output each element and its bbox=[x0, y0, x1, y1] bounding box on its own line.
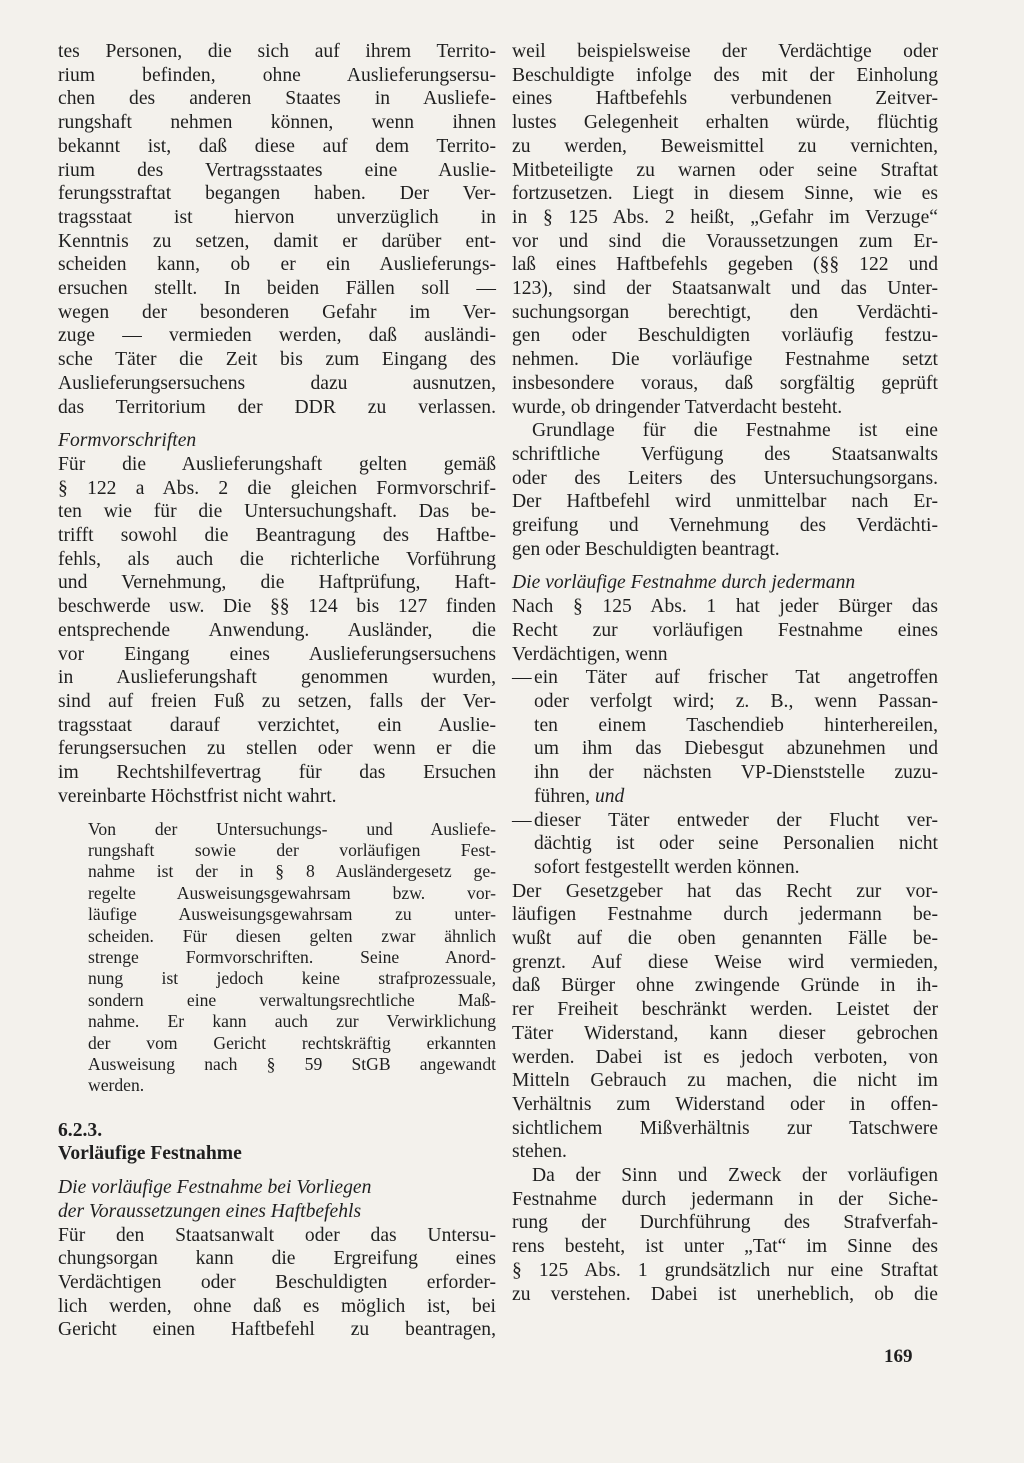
text-line: läufigen Festnahme durch jedermann be- bbox=[512, 904, 938, 926]
text-line: nahme ist der in § 8 Ausländergesetz ge- bbox=[88, 861, 496, 882]
left-para-4 bbox=[58, 1224, 496, 1343]
text-line: ten einem Taschendieb hinterhereilen, bbox=[534, 714, 938, 736]
text-line: läufige Ausweisungsgewahrsam zu unter- bbox=[88, 904, 496, 925]
list-item-2 bbox=[512, 809, 938, 880]
text-line: ihn der nächsten VP-Dienststelle zuzu- bbox=[534, 762, 938, 784]
text-line: sondern eine verwaltungsrechtliche Maß- bbox=[88, 989, 496, 1010]
text-line: lustes Gelegenheit erhalten würde, flüchtig bbox=[512, 112, 938, 134]
text-line: Für die Auslieferungshaft gelten gemäß bbox=[58, 453, 496, 475]
text-line: ein Täter auf frischer Tat angetroffen bbox=[534, 667, 938, 689]
text-line: um ihm das Diebesgut abzunehmen und bbox=[534, 738, 938, 760]
text-line: Beschuldigte infolge des mit der Einholung bbox=[512, 64, 938, 86]
text-line: Verdächtigen, wenn bbox=[512, 643, 668, 665]
left-para-1 bbox=[58, 40, 496, 419]
text-line: rium des Vertragsstaates eine Auslie- bbox=[58, 159, 496, 181]
text-line: zuge — vermieden werden, daß ausländi- bbox=[58, 325, 496, 347]
text-line: ferungsersuchen zu stellen oder wenn er die bbox=[58, 738, 496, 760]
text-line: gen oder Beschuldigten vorläufig festzu- bbox=[512, 325, 938, 347]
text-line: ersuchen stellt. In beiden Fällen soll — bbox=[58, 278, 496, 300]
text-line: sofort festgestellt werden können. bbox=[534, 856, 800, 878]
text-line: oder des Leiters des Untersuchungsorgans. bbox=[512, 467, 938, 489]
text-line: sichtlichem Mißverhältnis zur Tatschwere bbox=[512, 1117, 938, 1139]
text-line: suchungsorgan berechtigt, den Verdächti- bbox=[512, 301, 938, 323]
text-line: stehen. bbox=[512, 1141, 567, 1163]
left-column bbox=[58, 40, 496, 1342]
text-line: im Rechtshilfevertrag für das Ersuchen bbox=[58, 762, 496, 784]
text-line: Für den Staatsanwalt oder das Untersu- bbox=[58, 1224, 496, 1246]
text-line: wußt auf die oben genannten Fälle be- bbox=[512, 928, 938, 950]
text-line: § 122 a Abs. 2 die gleichen Formvorschrif- bbox=[58, 477, 496, 499]
text-line: laß eines Haftbefehls gegeben (§§ 122 und bbox=[512, 254, 938, 276]
text-line: der vom Gericht rechtskräftig erkannten bbox=[88, 1032, 496, 1053]
text-line: vor und sind die Voraussetzungen zum Er- bbox=[512, 230, 938, 252]
text-line: scheiden. Für diesen gelten zwar ähnlich bbox=[88, 925, 496, 946]
text-line: weil beispielsweise der Verdächtige oder bbox=[512, 41, 938, 62]
text-line: fortzusetzen. Liegt in diesem Sinne, wie es bbox=[512, 183, 938, 205]
heading-voraussetzungen bbox=[58, 1176, 496, 1223]
text-line: trifft sowohl die Beantragung des Haftbe- bbox=[58, 525, 496, 547]
text-line: gen oder Beschuldigten beantragt. bbox=[512, 538, 780, 560]
text-line: in Auslieferungshaft genommen wurden, bbox=[58, 667, 496, 689]
text-line: rungshaft sowie der vorläufigen Fest- bbox=[88, 839, 496, 860]
text-line: Kenntnis zu setzen, damit er darüber ent- bbox=[58, 230, 496, 252]
heading-formvorschriften: Formvorschriften bbox=[58, 430, 197, 452]
text-line: zu werden, Beweismittel zu vernichten, bbox=[512, 135, 938, 157]
text-line: Auslieferungsersuchens dazu ausnutzen, bbox=[58, 372, 496, 394]
text-line: in § 125 Abs. 2 heißt, „Gefahr im Verzuge“ bbox=[512, 206, 938, 228]
text-line: entsprechende Anwendung. Ausländer, die bbox=[58, 619, 496, 641]
text-line: führen, und bbox=[534, 785, 625, 807]
text-line: Die vorläufige Festnahme bei Vorliegen bbox=[58, 1177, 372, 1199]
text-line: Täter Widerstand, kann dieser gebrochen bbox=[512, 1022, 938, 1044]
dash-marker: — bbox=[512, 667, 532, 689]
text-line: ferungsstraftat begangen haben. Der Ver- bbox=[58, 183, 496, 205]
text-line: tes Personen, die sich auf ihrem Territo- bbox=[58, 41, 496, 62]
text-line: das Territorium der DDR zu verlassen. bbox=[58, 396, 496, 418]
text-line: Der Haftbefehl wird unmittelbar nach Er- bbox=[512, 491, 938, 513]
text-line: dieser Täter entweder der Flucht ver- bbox=[534, 809, 938, 831]
text-line: ten wie für die Untersuchungshaft. Das be- bbox=[58, 501, 496, 523]
left-para-2 bbox=[58, 453, 496, 809]
list-item-1 bbox=[512, 666, 938, 808]
text-line: bekannt ist, daß diese auf dem Territo- bbox=[58, 135, 496, 157]
text-line: nahme. Er kann auch zur Verwirklichung bbox=[88, 1011, 496, 1032]
text-line: werden. bbox=[88, 1075, 145, 1096]
text-line: Mitteln Gebrauch zu machen, die nicht im bbox=[512, 1070, 938, 1092]
right-para-3 bbox=[512, 595, 938, 666]
text-line: insbesondere voraus, daß sorgfältig geprüft bbox=[512, 372, 938, 394]
section-title: Vorläufige Festnahme bbox=[58, 1143, 242, 1165]
text-line: scheiden kann, ob er ein Auslieferungs- bbox=[58, 254, 496, 276]
text-line: daß Bürger ohne zwingende Gründe in ih- bbox=[512, 975, 938, 997]
text-line: rungshaft nehmen können, wenn ihnen bbox=[58, 112, 496, 134]
text-line: grenzt. Auf diese Weise wird vermieden, bbox=[512, 951, 938, 973]
text-line: lich werden, ohne daß es möglich ist, bei bbox=[58, 1295, 496, 1317]
text-line: oder verfolgt wird; z. B., wenn Passan- bbox=[534, 690, 938, 712]
right-para-4 bbox=[512, 880, 938, 1164]
text-line: tragsstaat ist hiervon unverzüglich in bbox=[58, 206, 496, 228]
text-line: vor Eingang eines Auslieferungsersuchens bbox=[58, 643, 496, 665]
text-line: eines Haftbefehls verbundenen Zeitver- bbox=[512, 88, 938, 110]
right-para-2 bbox=[512, 419, 938, 561]
text-line: 123), sind der Staatsanwalt und das Unter- bbox=[512, 278, 938, 300]
text-line: wegen der besonderen Gefahr im Ver- bbox=[58, 301, 496, 323]
right-para-1 bbox=[512, 40, 938, 419]
text-line: rium befinden, ohne Auslieferungsersu- bbox=[58, 64, 496, 86]
text-line: dächtig ist oder seine Personalien nicht bbox=[534, 833, 938, 855]
page-number: 169 bbox=[884, 1346, 913, 1367]
text-line: tragsstaat darauf verzichtet, ein Auslie- bbox=[58, 714, 496, 736]
text-line: schriftliche Verfügung des Staatsanwalts bbox=[512, 443, 938, 465]
dash-marker: — bbox=[512, 809, 532, 831]
text-line: Nach § 125 Abs. 1 hat jeder Bürger das bbox=[512, 596, 938, 618]
text-line: Von der Untersuchungs- und Ausliefe- bbox=[88, 818, 496, 839]
text-line: sche Täter die Zeit bis zum Eingang des bbox=[58, 349, 496, 371]
section-number: 6.2.3. bbox=[58, 1119, 103, 1141]
text-line: Verhältnis zum Widerstand oder in offen- bbox=[512, 1093, 938, 1115]
right-column bbox=[512, 40, 938, 1306]
text-line: und Vernehmung, die Haftprüfung, Haft- bbox=[58, 572, 496, 594]
text-line: zu verstehen. Dabei ist unerheblich, ob die bbox=[512, 1283, 938, 1305]
emphasis: und bbox=[590, 785, 625, 807]
text-line: Da der Sinn und Zweck der vorläufigen bbox=[532, 1165, 938, 1187]
text-line: regelte Ausweisungsgewahrsam bzw. vor- bbox=[88, 882, 496, 903]
text-line: fehls, als auch die richterliche Vorführung bbox=[58, 548, 496, 570]
text-line: Mitbeteiligte zu warnen oder seine Straftat bbox=[512, 159, 938, 181]
text-line: Verdächtigen oder Beschuldigten erforder- bbox=[58, 1272, 496, 1293]
text-line: sind auf freien Fuß zu setzen, falls der Ver- bbox=[58, 690, 496, 712]
text-line: Recht zur vorläufigen Festnahme eines bbox=[512, 619, 938, 641]
text-line: Der Gesetzgeber hat das Recht zur vor- bbox=[512, 880, 938, 902]
text-line: rer Freiheit beschränkt werden. Leistet der bbox=[512, 999, 938, 1021]
text-line: nehmen. Die vorläufige Festnahme setzt bbox=[512, 349, 938, 371]
text-line: Festnahme durch jedermann in der Siche- bbox=[512, 1188, 938, 1210]
left-note-paragraph bbox=[58, 819, 496, 1097]
text-line: vereinbarte Höchstfrist nicht wahrt. bbox=[58, 785, 337, 807]
text-line: der Voraussetzungen eines Haftbefehls bbox=[58, 1200, 362, 1222]
text-line: wurde, ob dringender Tatverdacht besteht. bbox=[512, 396, 843, 418]
right-para-5 bbox=[512, 1164, 938, 1306]
text-line: rung der Durchführung des Strafverfah- bbox=[512, 1212, 938, 1234]
text-line: chungsorgan kann die Ergreifung eines bbox=[58, 1248, 496, 1270]
text-line: Grundlage für die Festnahme ist eine bbox=[532, 420, 938, 442]
text-line: werden. Dabei ist es jedoch verboten, von bbox=[512, 1046, 938, 1068]
text-line: Gericht einen Haftbefehl zu beantragen, bbox=[58, 1319, 496, 1341]
text-line: nung ist jedoch keine strafprozessuale, bbox=[88, 968, 496, 989]
text-line: greifung und Vernehmung des Verdächti- bbox=[512, 515, 938, 537]
text-line: § 125 Abs. 1 grundsätzlich nur eine Straftat bbox=[512, 1259, 938, 1281]
text-line: beschwerde usw. Die §§ 124 bis 127 finden bbox=[58, 596, 496, 618]
text-line: rens besteht, ist unter „Tat“ im Sinne des bbox=[512, 1236, 938, 1258]
text-line: chen des anderen Staates in Ausliefe- bbox=[58, 88, 496, 110]
text-line: strenge Formvorschriften. Seine Anord- bbox=[88, 946, 496, 967]
heading-jedermann: Die vorläufige Festnahme durch jedermann bbox=[512, 572, 856, 594]
text-line: Ausweisung nach § 59 StGB angewandt bbox=[88, 1053, 496, 1074]
